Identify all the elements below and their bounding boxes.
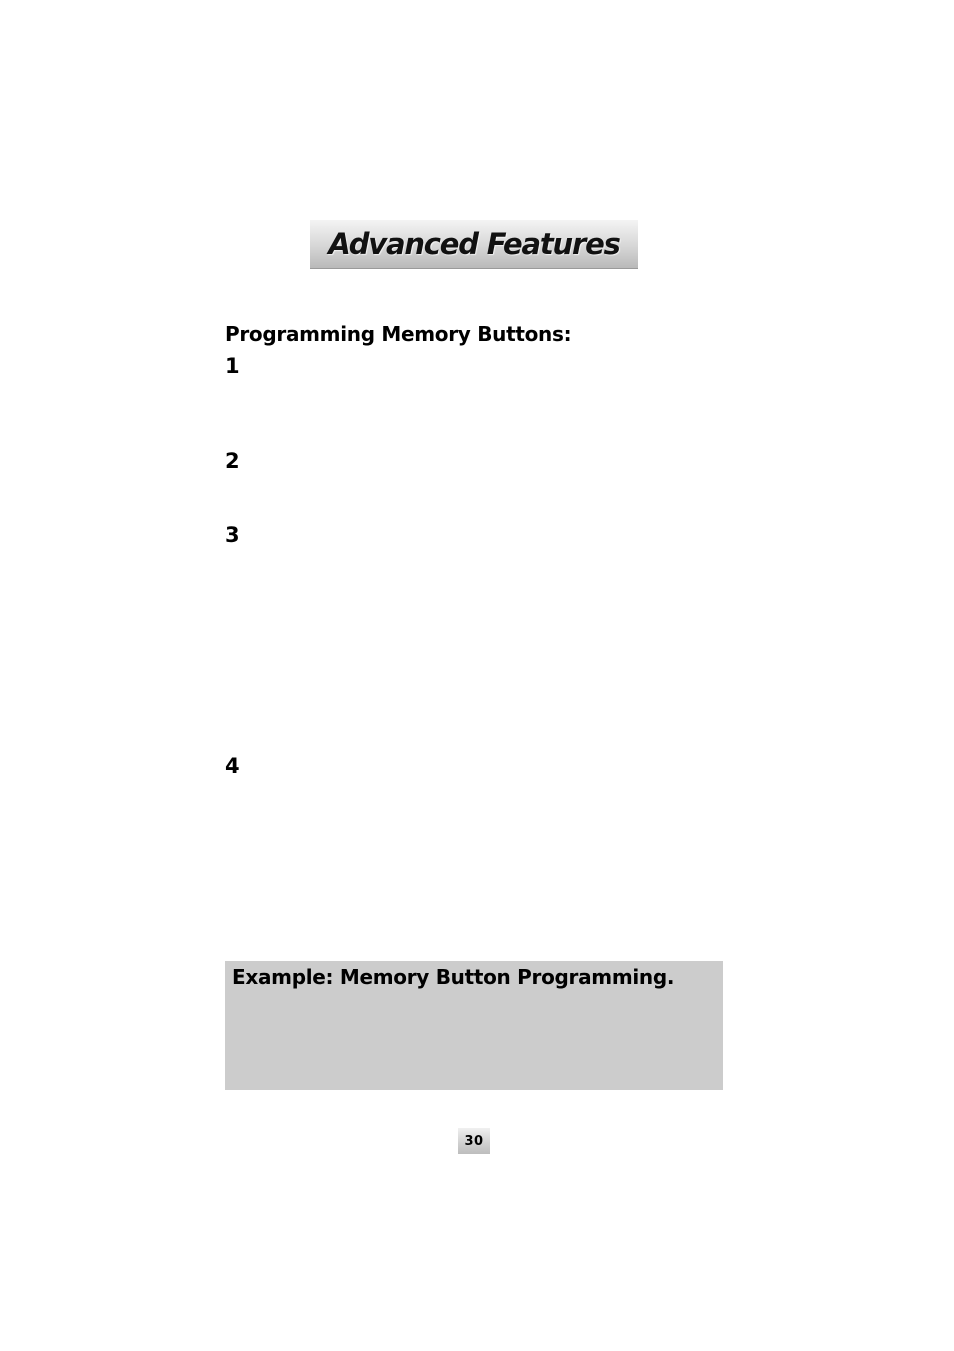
step-number-1: 1 — [225, 354, 240, 378]
example-heading: Example: Memory Button Programming. — [232, 965, 675, 989]
page-number — [458, 1128, 490, 1154]
step-number-4: 4 — [225, 754, 240, 778]
step-number-3: 3 — [225, 523, 240, 547]
example-box — [225, 961, 723, 1090]
step-number-2: 2 — [225, 449, 240, 473]
page-title: Advanced Features — [328, 227, 620, 261]
title-banner — [310, 220, 638, 269]
section-heading: Programming Memory Buttons: — [225, 322, 572, 346]
page-number-label: 30 — [464, 1133, 484, 1149]
